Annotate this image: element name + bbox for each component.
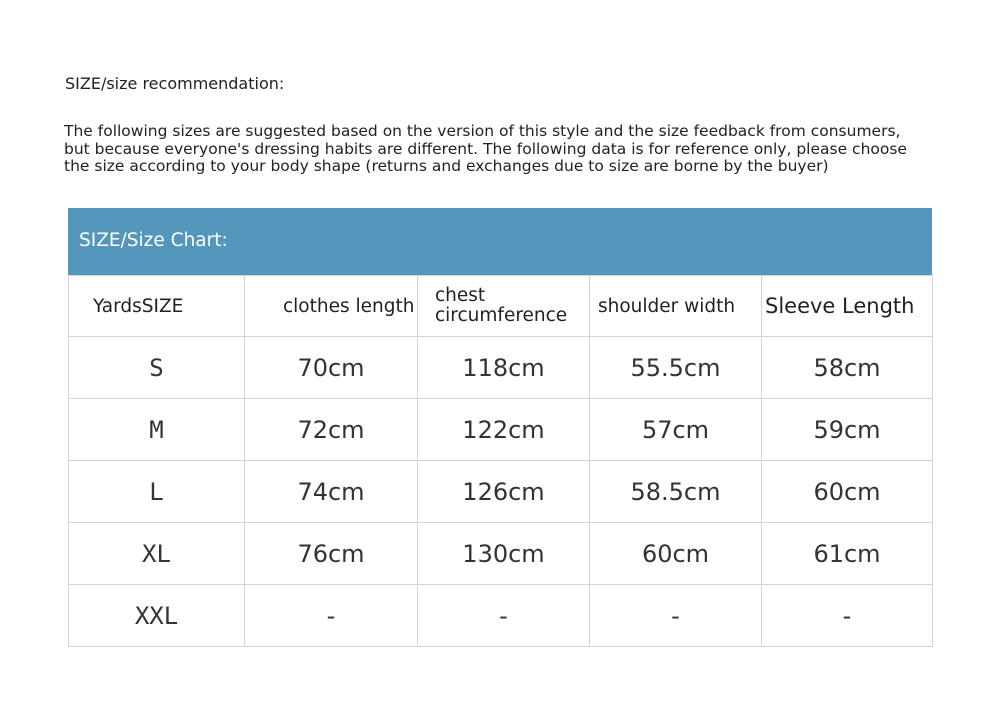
cell-clothes-length: 74cm — [245, 461, 418, 523]
cell-shoulder-width: 55.5cm — [590, 337, 762, 399]
cell-chest-circumference: 118cm — [418, 337, 590, 399]
header-cell-sleeve-length: Sleeve Length — [762, 276, 933, 337]
table-row — [69, 523, 933, 585]
table-row — [69, 399, 933, 461]
cell-size: M — [69, 399, 245, 461]
size-chart-banner — [68, 208, 932, 275]
header-chest-line-1: chest — [435, 285, 486, 306]
intro-text — [64, 123, 944, 176]
cell-clothes-length: 72cm — [245, 399, 418, 461]
header-cell-clothes-length: clothes length — [245, 276, 418, 337]
table-row — [69, 337, 933, 399]
cell-shoulder-width: - — [590, 585, 762, 647]
header-cell-size: YardsSIZE — [69, 276, 245, 337]
cell-size: S — [69, 337, 245, 399]
header-chest-line-2: circumference — [435, 305, 568, 326]
cell-chest-circumference: - — [418, 585, 590, 647]
cell-clothes-length: - — [245, 585, 418, 647]
header-cell-shoulder-width: shoulder width — [590, 276, 762, 337]
cell-sleeve-length: 58cm — [762, 337, 933, 399]
cell-size: L — [69, 461, 245, 523]
cell-size: XXL — [69, 585, 245, 647]
size-chart — [68, 208, 932, 647]
table-row — [69, 461, 933, 523]
table-header-row — [69, 276, 933, 337]
cell-sleeve-length: 61cm — [762, 523, 933, 585]
cell-size: XL — [69, 523, 245, 585]
size-table — [68, 275, 933, 647]
cell-sleeve-length: 60cm — [762, 461, 933, 523]
cell-chest-circumference: 122cm — [418, 399, 590, 461]
cell-shoulder-width: 60cm — [590, 523, 762, 585]
intro-line: The following sizes are suggested based on the version of this style and the size feedback from consumers, — [64, 122, 901, 140]
intro-line: the size according to your body shape (returns and exchanges due to size are borne by the buyer) — [64, 157, 829, 175]
table-body — [69, 337, 933, 647]
cell-clothes-length: 70cm — [245, 337, 418, 399]
intro-line: but because everyone's dressing habits are different. The following data is for reference only, please choose — [64, 139, 907, 158]
table-row — [69, 585, 933, 647]
cell-chest-circumference: 130cm — [418, 523, 590, 585]
size-chart-title: SIZE/Size Chart: — [79, 230, 228, 251]
cell-sleeve-length: - — [762, 585, 933, 647]
cell-shoulder-width: 58.5cm — [590, 461, 762, 523]
cell-chest-circumference: 126cm — [418, 461, 590, 523]
header-cell-chest-circumference — [418, 276, 590, 337]
cell-shoulder-width: 57cm — [590, 399, 762, 461]
page-heading: SIZE/size recommendation: — [65, 74, 285, 93]
cell-sleeve-length: 59cm — [762, 399, 933, 461]
cell-clothes-length: 76cm — [245, 523, 418, 585]
